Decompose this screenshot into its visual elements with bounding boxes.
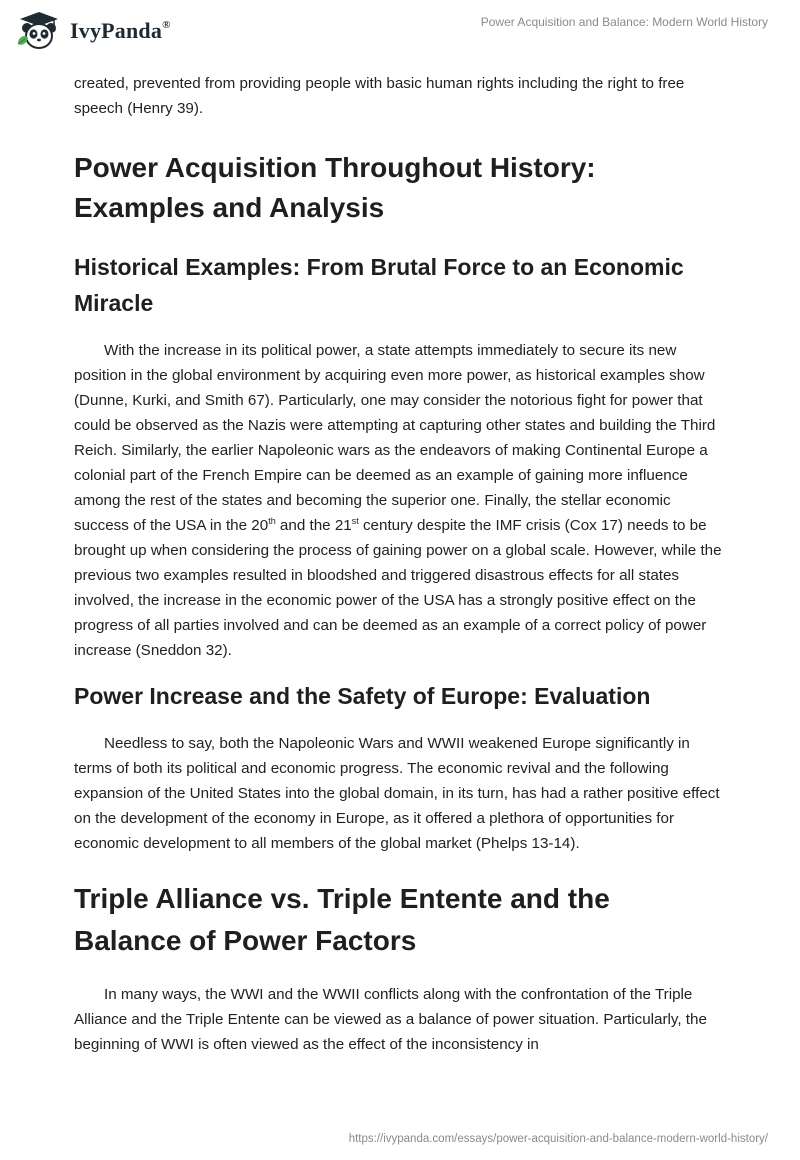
article-body <box>74 71 724 1057</box>
subsection-heading-historical-examples: Historical Examples: From Brutal Force to an Economic Miracle <box>74 254 684 316</box>
header-document-title: Power Acquisition and Balance: Modern World History <box>480 15 768 29</box>
panda-graduate-icon <box>14 10 64 52</box>
paragraph-historical-examples: With the increase in its political power, a state attempts immediately to secure its new position in the global environment by acquiring even more power, as historical examples show (Dunne, Kurki, and Smith 67). Particularly, one may consider the notorious fight for power that could be observed as the Nazis were attempting at capturing other states and building the Third Reich. Similarly, the earlier Napoleonic wars as the endeavors of making Continental Europe a colonial part of the French Empire can be deemed as an example of gaining more influence among the rest of the states and becoming the superior one. Finally, the stellar economic success of the USA in the 20th and the 21st century despite the IMF crisis (Cox 17) needs to be brought up when considering the process of gaining power on a global scale. However, while the previous two examples resulted in bloodshed and triggered disastrous effects for all states involved, the increase in the economic power of the USA has a strongly positive effect on the progress of all parties involved and can be deemed as an example of a correct policy of power increase (Sneddon 32). <box>74 342 722 659</box>
brand-name: IvyPanda® <box>70 18 171 43</box>
section-heading-triple-alliance: Triple Alliance vs. Triple Entente and the Balance of Power Factors <box>74 883 610 956</box>
section-heading-power-acquisition: Power Acquisition Throughout History: Examples and Analysis <box>74 152 596 223</box>
ivypanda-logo[interactable] <box>14 10 171 52</box>
footer-source-url[interactable]: https://ivypanda.com/essays/power-acquisition-and-balance-modern-world-history/ <box>348 1133 768 1145</box>
page-header <box>0 0 800 70</box>
paragraph-triple-alliance: In many ways, the WWI and the WWII conflicts along with the confrontation of the Triple Alliance and the Triple Entente can be viewed as a balance of power situation. Particularly, the beginning of WWI is often viewed as the effect of the inconsistency in <box>74 986 707 1053</box>
intro-paragraph-tail: created, prevented from providing people with basic human rights including the right to free speech (Henry 39). <box>74 75 685 117</box>
subsection-heading-europe-safety: Power Increase and the Safety of Europe: Evaluation <box>74 683 651 709</box>
paragraph-europe-evaluation: Needless to say, both the Napoleonic Wars and WWII weakened Europe significantly in terms of both its political and economic progress. The economic revival and the following expansion of the United States into the global domain, in its turn, has had a rather positive effect on the development of the economy in Europe, as it offered a plethora of opportunities for economic development to all members of the global market (Phelps 13-14). <box>74 735 720 852</box>
